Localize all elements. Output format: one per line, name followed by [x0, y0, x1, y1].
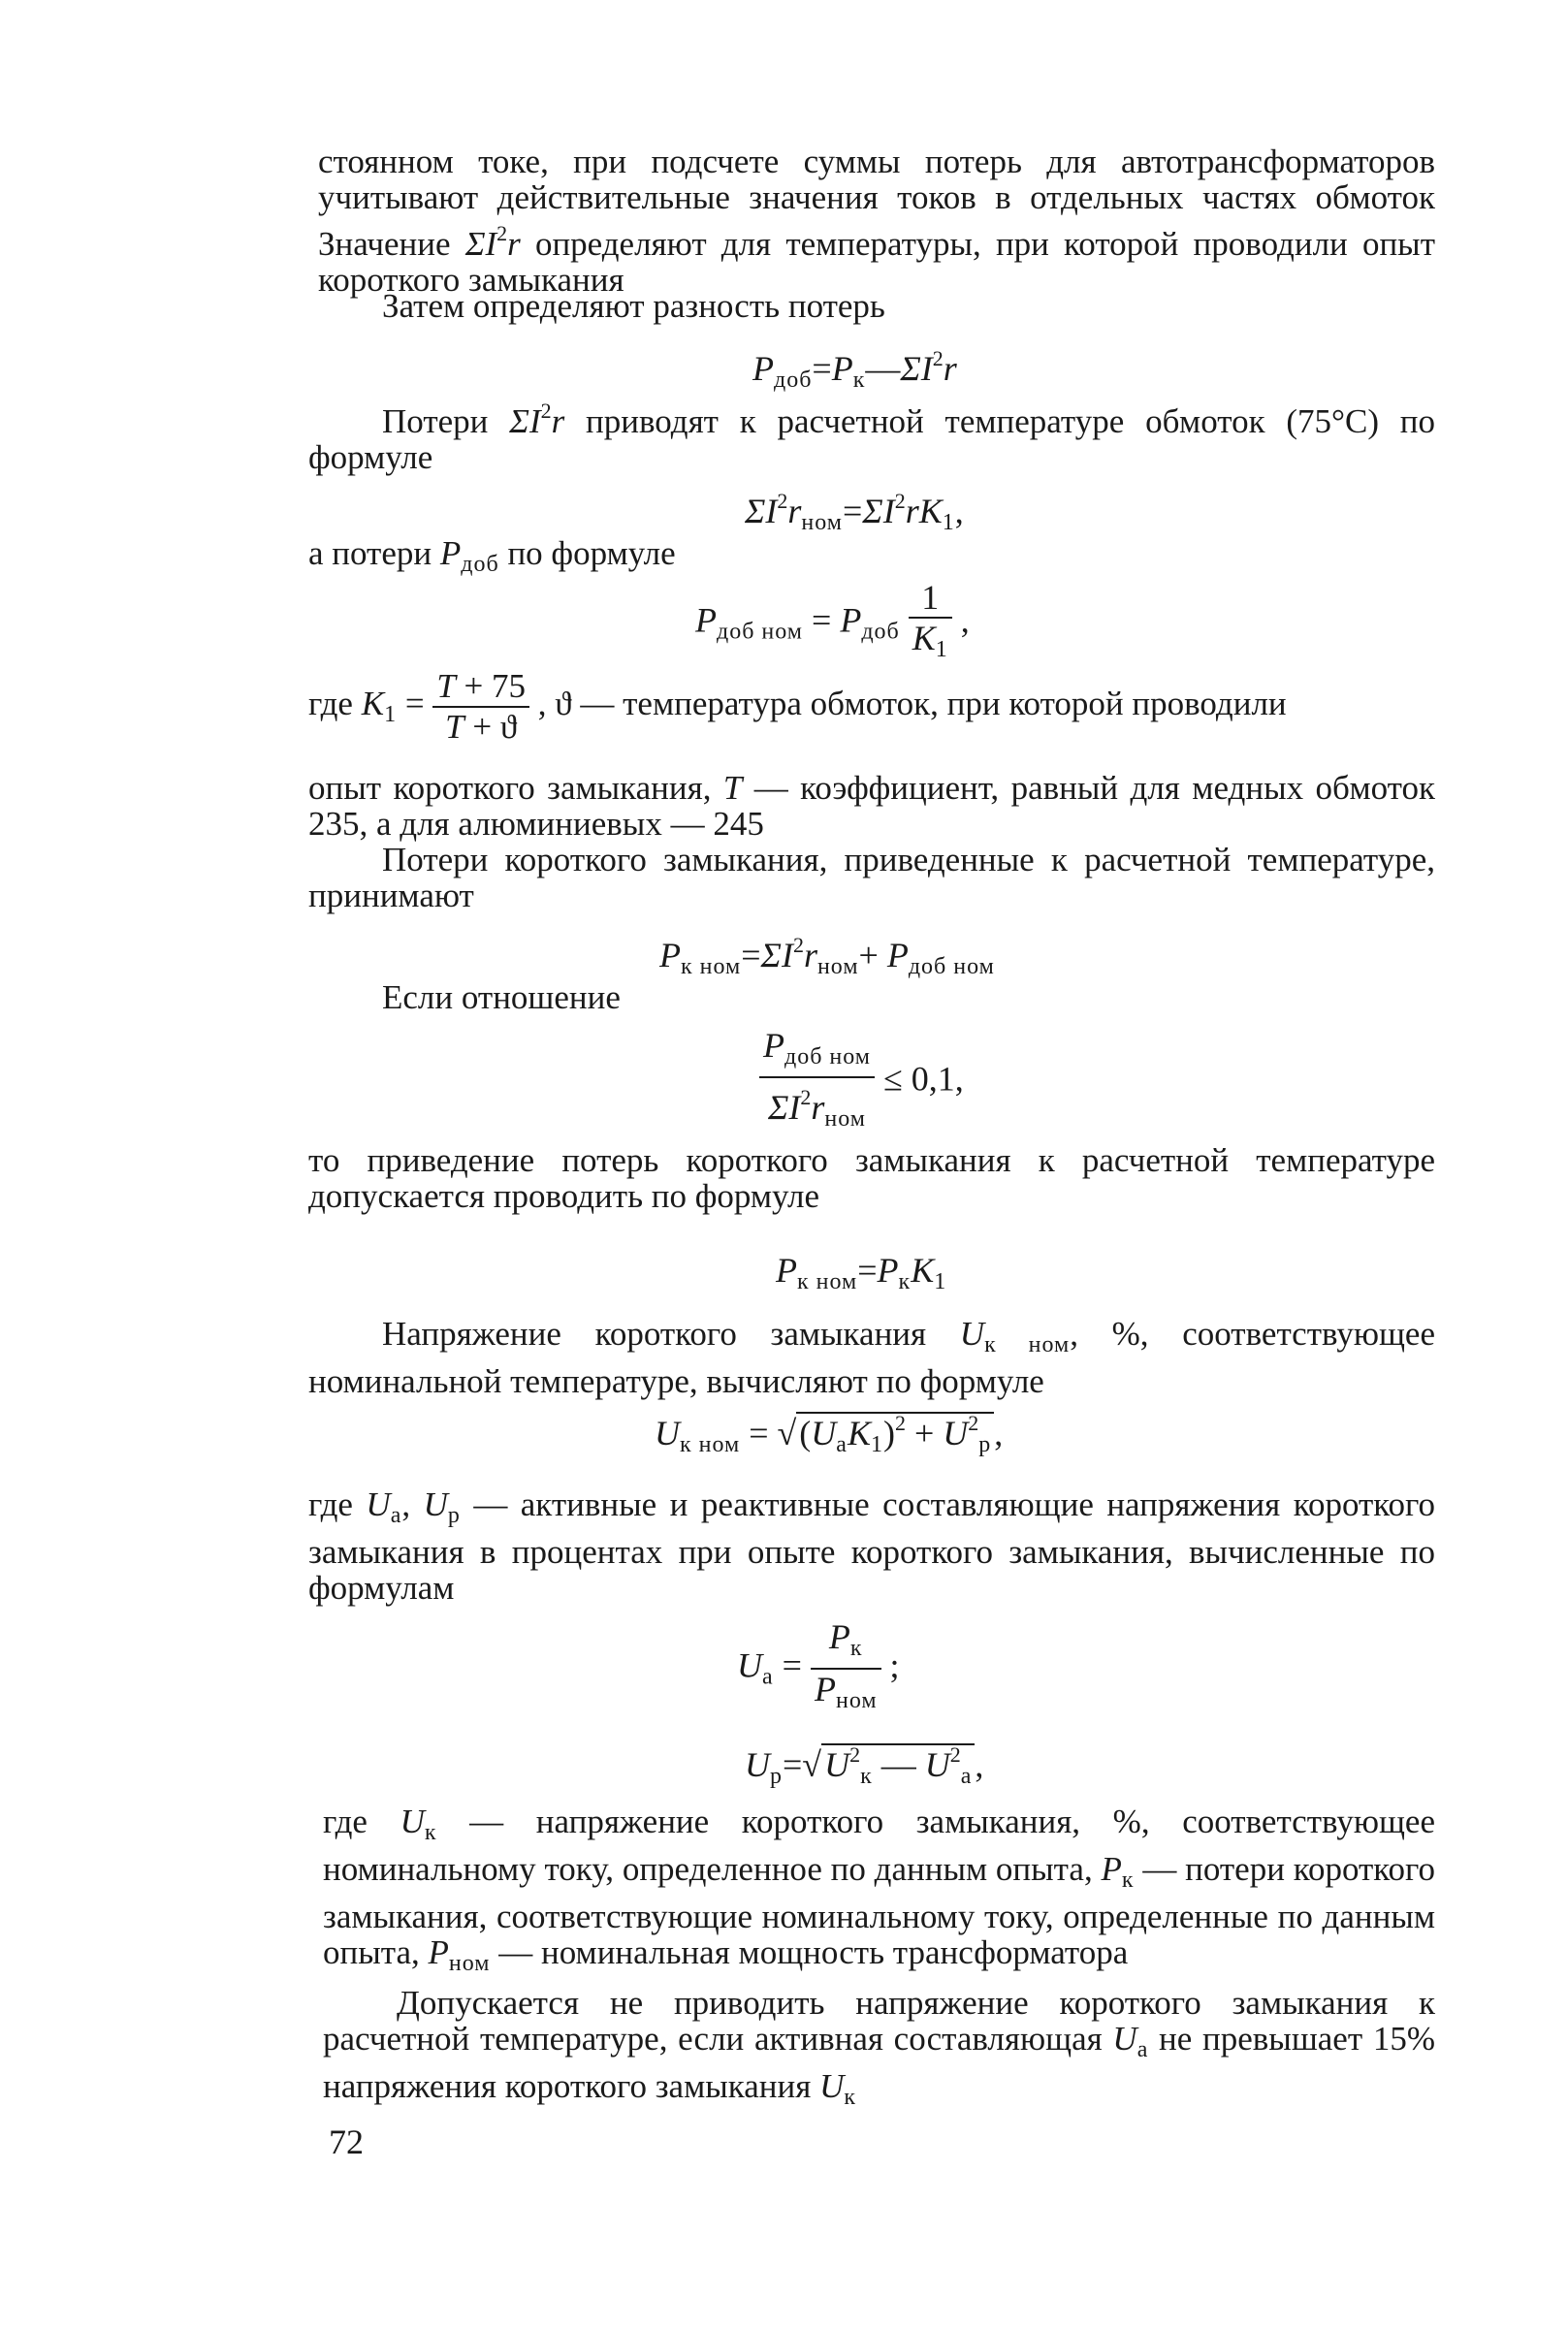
paragraph-losses-reduction: Потери $\Sigma I^2r$ приводят к расчетной температуре обмоток (75°С) по формуле — [308, 399, 1435, 476]
paragraph-coefficient-definition: опыт короткого замыкания, T — коэффициент, равный для медных обмоток 235, а для алюминиевых — 245 — [308, 769, 1435, 843]
formula-ratio-condition: $\frac{P_{доб ном}}{\Sigma I^2r_{ном}}$ ≤ 0,1, — [759, 1026, 964, 1138]
formula-short-circuit-losses: $P_{к ном}=\Sigma I^2r_{ном}+ P_{доб ном}$ — [659, 933, 995, 979]
formula-voltage-nominal: $U_{к ном} = √(U_aK_1)^2 + U^2_р$, — [655, 1411, 1004, 1457]
formula-additional-nominal: $P_{доб ном} = P_{доб}$ $\frac{1}{K_1}$ , — [695, 578, 970, 669]
paragraph-reduced-losses: Потери короткого замыкания, приведенные к расчетной температуре, принимают — [308, 841, 1435, 914]
formula-additional-losses: $P_{доб}=P_к—\Sigma I^2r$ — [752, 346, 957, 393]
paragraph-voltage-intro: Напряжение короткого замыкания $U_{к ном}$, %, соответствующее номинальной температуре, вычисляют по формуле — [308, 1315, 1435, 1400]
definition-k1-line: где $K_1$ = $\frac{T + 75}{T + ϑ}$ , ϑ — температура обмоток, при которой проводили — [308, 667, 1287, 746]
paragraph-reduction-allowed: то приведение потерь короткого замыкания к расчетной температуре допускается проводить по формуле — [308, 1141, 1435, 1215]
paragraph-active-reactive: где $U_а$, $U_р$ — активные и реактивные составляющие напряжения короткого замыкания в процентах при опыте короткого замыкания, вычисленные по формулам — [308, 1485, 1435, 1607]
page-number: 72 — [329, 2123, 364, 2161]
paragraph-continuation: стоянном токе, при подсчете суммы потерь для автотрансформаторов учитывают действительные значения токов в отдельных частях обмоток Значение $\Sigma I^2r$ определяют для температуры, при которой проводили опыт короткого замыкания — [318, 143, 1435, 299]
paragraph-difference-intro: Затем определяют разность потерь — [382, 287, 885, 325]
paragraph-ratio-intro: Если отношение — [382, 978, 621, 1016]
paragraph-exception: Допускается не приводить напряжение короткого замыкания к расчетной температуре, если активная составляющая $U_а$ не превышает 15% напряжения короткого замыкания $U_к$ — [323, 1984, 1435, 2110]
formula-reactive-component: $U_р=√U^2_к$ — $U^2_а$, — [745, 1742, 984, 1789]
formula-active-component: $U_a$ = $\frac{P_к}{P_{ном}}$ ; — [737, 1617, 900, 1720]
paragraph-symbol-definitions: где $U_к$ — напряжение короткого замыкания, %, соответствующее номинальному току, определенное по данным опыта, $P_к$ — потери короткого замыкания, соответствующие номинальному току, определенные по данным опыта, $P_{ном}$ — номинальная мощность трансформатора — [323, 1803, 1436, 1976]
formula-short-circuit-simple: $P_{к ном}=P_кK_1$ — [776, 1251, 947, 1294]
formula-losses-nominal: $\Sigma I^2r_{ном}=\Sigma I^2rK_1$, — [745, 489, 964, 535]
paragraph-additional-formula-intro: а потери $P_{доб}$ по формуле — [308, 534, 676, 577]
